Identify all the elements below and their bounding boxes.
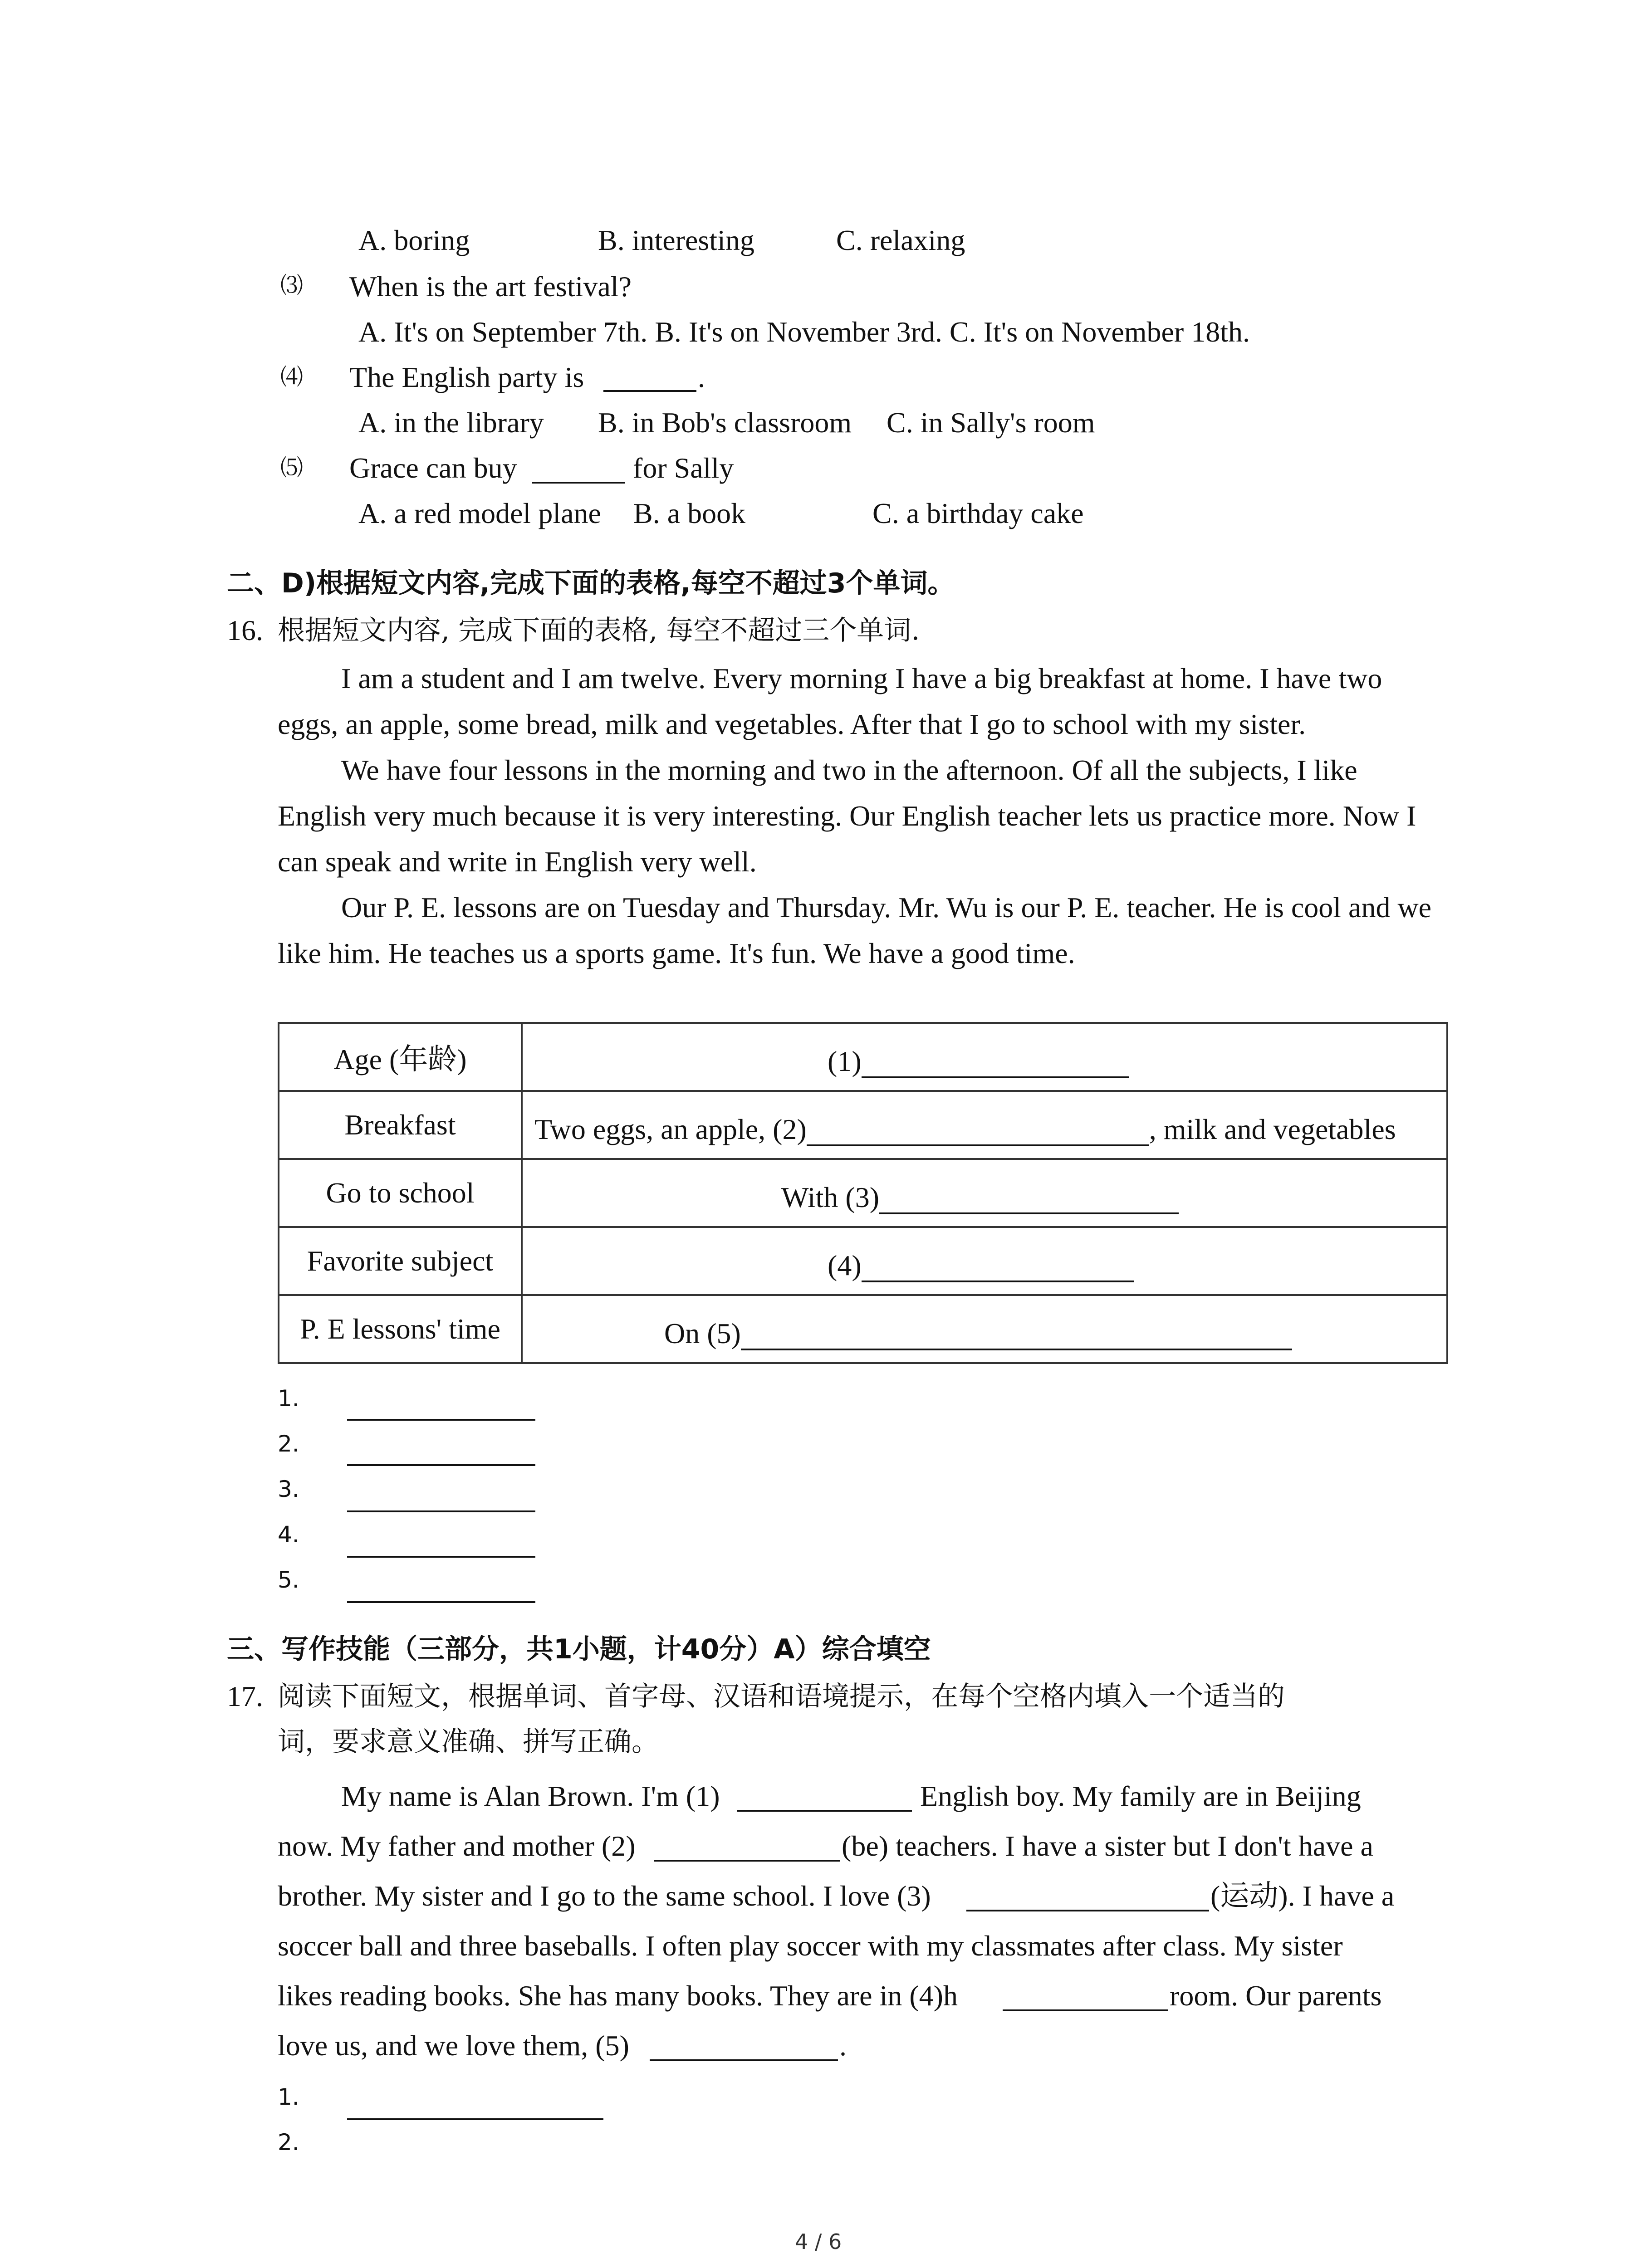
q16-answer-blank-3[interactable]	[347, 1510, 535, 1512]
q17-blank-3[interactable]	[966, 1910, 1209, 1911]
q15-3-question: When is the art festival?	[349, 270, 632, 303]
table-label-favorite-subject: Favorite subject	[279, 1227, 522, 1295]
q16-answer-blank-1[interactable]	[347, 1419, 535, 1421]
table-prefix-1: (1)	[828, 1045, 862, 1077]
table-blank-4[interactable]	[862, 1257, 1134, 1282]
table-label-breakfast: Breakfast	[279, 1091, 522, 1159]
table-row	[279, 1295, 1447, 1363]
q16-info-table	[278, 1022, 1448, 1364]
section3-heading: 三、写作技能（三部分，共1小题，计40分）A）综合填空	[227, 1633, 931, 1665]
q16-answer-number-4: 4.	[278, 1521, 299, 1548]
q15-5-option-a: A. a red model plane	[358, 497, 601, 529]
q15-2-option-c: C. relaxing	[836, 224, 965, 256]
table-prefix-3: With (3)	[781, 1181, 880, 1213]
q15-5-question-end: for Sally	[633, 452, 734, 484]
q15-2-option-b: B. interesting	[598, 224, 754, 256]
q16-answer-number-5: 5.	[278, 1567, 299, 1593]
q17-line-3-end: (运动). I have a	[1210, 1880, 1395, 1912]
q17-line-5-end: room. Our parents	[1170, 1980, 1382, 2012]
table-label-go-to-school: Go to school	[279, 1159, 522, 1227]
table-label-age: Age (年龄)	[279, 1023, 522, 1091]
q15-5-number: ⑸	[280, 455, 303, 481]
table-row	[279, 1159, 1447, 1227]
table-row	[279, 1227, 1447, 1295]
table-row	[279, 1091, 1447, 1159]
q16-answer-blank-2[interactable]	[347, 1464, 535, 1466]
q15-4-number: ⑷	[280, 364, 303, 390]
q17-line-2-end: (be) teachers. I have a sister but I don't have a	[842, 1830, 1373, 1862]
q17-line-4: soccer ball and three baseballs. I often play soccer with my classmates after class. My sister	[278, 1930, 1343, 1962]
table-prefix-2: Two eggs, an apple, (2)	[534, 1113, 807, 1145]
q17-blank-1[interactable]	[737, 1810, 912, 1812]
table-prefix-5: On (5)	[664, 1317, 741, 1349]
table-blank-5[interactable]	[741, 1325, 1292, 1350]
q17-line-1-end: English boy. My family are in Beijing	[920, 1780, 1361, 1812]
q17-blank-4[interactable]	[1003, 2009, 1168, 2011]
table-prefix-4: (4)	[828, 1249, 862, 1281]
q15-4-question-end: .	[698, 361, 705, 393]
q15-3-options: A. It's on September 7th. B. It's on November 3rd. C. It's on November 18th.	[358, 316, 1250, 348]
table-blank-1[interactable]	[862, 1053, 1129, 1078]
q17-line-5-start: likes reading books. She has many books. They are in (4)h	[278, 1980, 958, 2012]
q15-5-option-b: B. a book	[633, 497, 746, 529]
q17-answer-blank-1[interactable]	[347, 2118, 603, 2120]
q17-line-3-start: brother. My sister and I go to the same school. I love (3)	[278, 1880, 931, 1912]
table-suffix-2: , milk and vegetables	[1149, 1113, 1396, 1145]
q15-5-option-c: C. a birthday cake	[872, 497, 1084, 529]
q16-answer-number-3: 3.	[278, 1476, 299, 1502]
q17-line-2-start: now. My father and mother (2)	[278, 1830, 636, 1862]
section2-heading: 二、D)根据短文内容,完成下面的表格,每空不超过3个单词。	[227, 567, 955, 599]
q17-blank-5[interactable]	[650, 2059, 838, 2061]
q16-instruction: 根据短文内容, 完成下面的表格, 每空不超过三个单词.	[278, 615, 920, 646]
q17-line-6-start: love us, and we love them, (5)	[278, 2029, 629, 2062]
q16-passage-paragraph-3: Our P. E. lessons are on Tuesday and Thursday. Mr. Wu is our P. E. teacher. He is cool and we like him. He teaches us a sports game. It's fun. We have a good time.	[278, 891, 1432, 969]
table-label-pe-time: P. E lessons' time	[279, 1295, 522, 1363]
q15-4-option-c: C. in Sally's room	[887, 406, 1095, 439]
q17-instruction-line-1: 阅读下面短文，根据单词、首字母、汉语和语境提示，在每个空格内填入一个适当的	[278, 1681, 1285, 1712]
q16-answer-blank-4[interactable]	[347, 1556, 535, 1558]
q15-5-blank	[532, 482, 625, 484]
q15-4-option-b: B. in Bob's classroom	[598, 406, 852, 439]
q15-4-blank	[603, 390, 696, 392]
table-blank-2[interactable]	[807, 1121, 1149, 1146]
q16-passage-paragraph-1: I am a student and I am twelve. Every morning I have a big breakfast at home. I have two eggs, an apple, some bread, milk and vegetables. After that I go to school with my sister.	[278, 662, 1382, 740]
q17-number: 17.	[227, 1680, 263, 1712]
q15-2-option-a: A. boring	[358, 224, 470, 256]
q16-answer-number-2: 2.	[278, 1431, 299, 1457]
q15-4-question: The English party is	[349, 361, 584, 393]
q15-4-option-a: A. in the library	[358, 406, 544, 439]
q15-3-number: ⑶	[280, 272, 303, 298]
table-row	[279, 1023, 1447, 1091]
q17-line-6-end: .	[839, 2029, 847, 2062]
q16-number: 16.	[227, 614, 263, 646]
q16-passage-paragraph-2: We have four lessons in the morning and two in the afternoon. Of all the subjects, I like English very much because it is very interesting. Our English teacher lets us practice more. Now I can speak and write in English very well.	[278, 754, 1416, 878]
page-number: 4 / 6	[795, 2229, 842, 2254]
q17-blank-2[interactable]	[654, 1860, 840, 1862]
q15-5-question: Grace can buy	[349, 452, 517, 484]
q16-answer-number-1: 1.	[278, 1385, 299, 1412]
q17-instruction-line-2: 词，要求意义准确、拼写正确。	[278, 1726, 659, 1758]
q16-answer-blank-5[interactable]	[347, 1601, 535, 1603]
table-blank-3[interactable]	[879, 1189, 1179, 1214]
q17-answer-number-1: 1.	[278, 2084, 299, 2110]
q17-line-1-start: My name is Alan Brown. I'm (1)	[341, 1780, 720, 1812]
q17-answer-number-2: 2.	[278, 2129, 299, 2156]
